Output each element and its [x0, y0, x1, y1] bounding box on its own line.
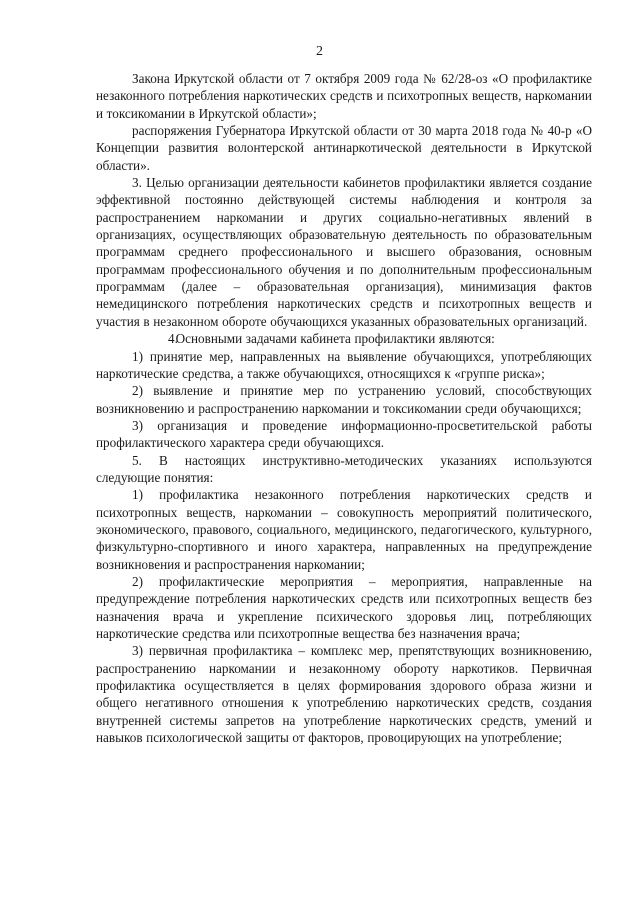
- paragraph-definition-2: 2) профилактические мероприятия – мероприятия, направленные на предупреждение потребления наркотических средств или психотропных веществ без назначения врача и укрепление психического здоровья лиц, потребляющих наркотические средства или психотропные вещества без назначения врача;: [96, 573, 592, 641]
- paragraph-tasks-text: Основными задачами кабинета профилактики являются:: [175, 331, 495, 347]
- paragraph-definitions-heading: 5. В настоящих инструктивно-методических указаниях используются следующие понятия:: [96, 452, 592, 485]
- paragraph-tasks-heading: [96, 330, 592, 347]
- paragraph-law-reference: Закона Иркутской области от 7 октября 2009 года № 62/28-оз «О профилактике незаконного потребления наркотических средств и психотропных веществ, наркомании и токсикомании в Иркутской области»;: [96, 71, 592, 121]
- document-body: [96, 70, 592, 746]
- page-number: 2: [316, 44, 323, 59]
- paragraph-goal: 3. Целью организации деятельности кабинетов профилактики является создание эффективной постоянно действующей системы наблюдения и контроля за распространением наркомании и других социально-негативных явлений в организациях, осуществляющих образовательную деятельность по образовательным программам среднего профессионального и высшего образования, основным программам профессионального обучения и по дополнительным профессиональным программам (далее – образовательная организация), минимизация фактов немедицинского потребления наркотических средств и психотропных веществ и участия в незаконном обороте обучающихся указанных образовательных организаций.: [96, 175, 592, 329]
- paragraph-definition-3: 3) первичная профилактика – комплекс мер, препятствующих возникновению, распространению наркомании и незаконному обороту наркотиков. Первичная профилактика осуществляется в целях формирования здорового образа жизни и общего негативного отношения к употреблению наркотических средств, создания внутренней системы запретов на употребление наркотических средств, умений и навыков психологической защиты от факторов, провоцирующих на употребление;: [96, 643, 592, 746]
- paragraph-definition-1: 1) профилактика незаконного потребления наркотических средств и психотропных веществ, наркомании – совокупность мероприятий политического, экономического, правового, социального, медицинского, педагогического, культурного, физкультурно-спортивного и иного характера, направленных на предупреждение возникновения и распространения наркомании;: [96, 487, 592, 572]
- paragraph-number: 4.: [168, 331, 178, 347]
- paragraph-task-2: 2) выявление и принятие мер по устранению условий, способствующих возникновению и распространению наркомании и токсикомании среди обучающихся;: [96, 383, 592, 416]
- paragraph-task-1: 1) принятие мер, направленных на выявление обучающихся, употребляющих наркотические средства, а также обучающихся, относящихся к «группе риска»;: [96, 348, 592, 381]
- paragraph-task-3: 3) организация и проведение информационно-просветительской работы профилактического характера среди обучающихся.: [96, 417, 592, 451]
- paragraph-governor-order: распоряжения Губернатора Иркутской области от 30 марта 2018 года № 40-р «О Концепции развития волонтерской антинаркотической деятельности в Иркутской области».: [96, 123, 592, 173]
